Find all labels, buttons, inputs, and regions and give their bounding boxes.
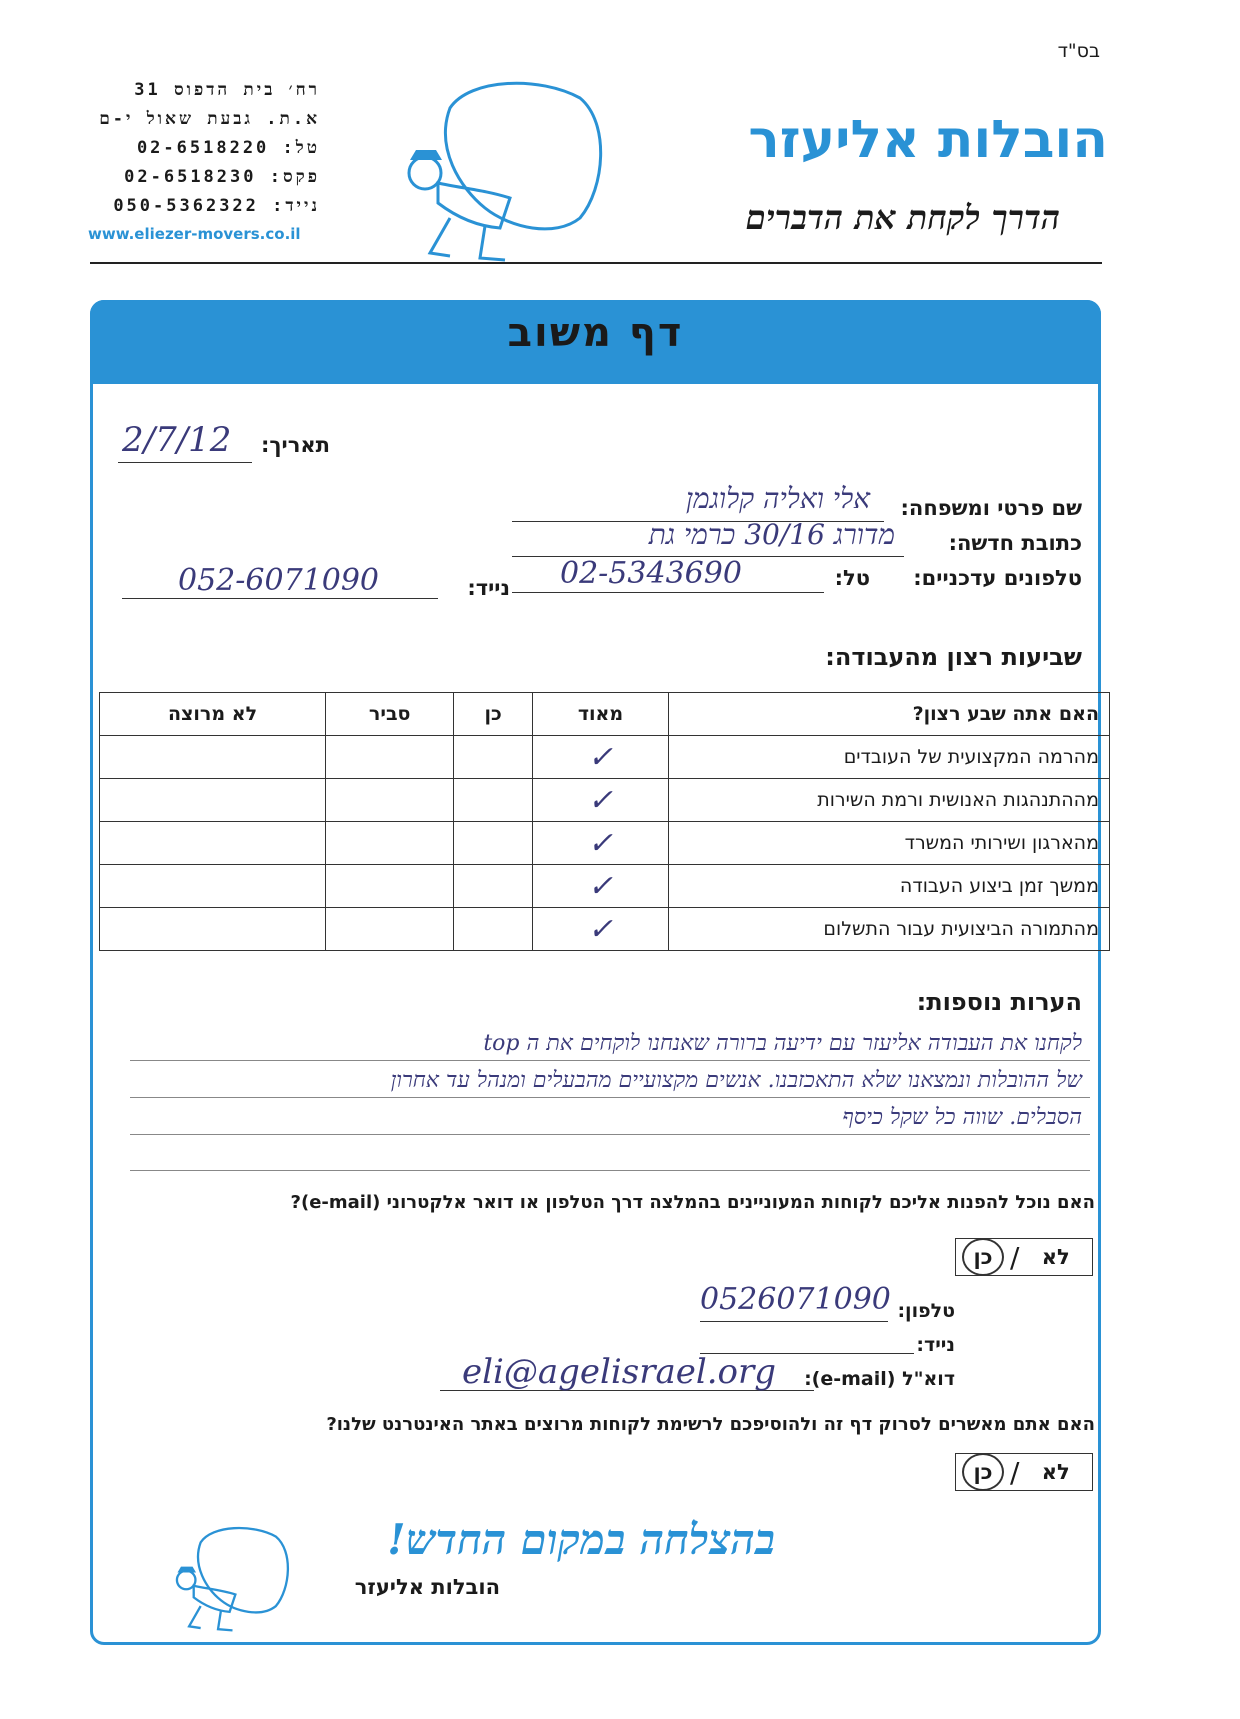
check-cell-fair[interactable] — [326, 865, 454, 908]
mobile-value[interactable]: 052-6071090 — [178, 563, 380, 598]
col-yes: כן — [454, 693, 533, 736]
contact-phone-label: טלפון: — [897, 1300, 955, 1322]
company-fax: פקס: 02-6518230 — [124, 167, 320, 187]
name-value[interactable]: אלי ואליה קלוגמן — [685, 482, 870, 515]
company-website: www.eliezer-movers.co.il — [88, 225, 301, 243]
tel-value[interactable]: 02-5343690 — [560, 556, 742, 591]
table-row — [100, 736, 1110, 779]
check-cell-very[interactable]: ✓ — [532, 779, 668, 822]
comment-rule — [130, 1060, 1090, 1061]
table-row — [100, 865, 1110, 908]
name-label: שם פרטי ומשפחה: — [900, 496, 1082, 520]
check-cell-very[interactable]: ✓ — [532, 908, 668, 951]
contact-yes-option[interactable]: כן — [962, 1238, 1004, 1276]
contact-email-label: דוא"ל (e-mail): — [804, 1368, 955, 1390]
col-fair: סביר — [326, 693, 454, 736]
date-underline — [118, 462, 252, 463]
check-cell-fair[interactable] — [326, 822, 454, 865]
mover-mascot-logo — [390, 78, 620, 268]
footer-mover-mascot-logo — [165, 1525, 300, 1635]
corner-mark: בס"ד — [1057, 40, 1100, 62]
check-cell-yes[interactable] — [454, 822, 533, 865]
company-phone: טל: 02-6518220 — [136, 138, 320, 158]
check-cell-fair[interactable] — [326, 908, 454, 951]
check-cell-not-satisfied[interactable] — [100, 736, 326, 779]
satisfaction-heading: שביעות רצון מהעבודה: — [825, 643, 1082, 671]
comment-rule — [130, 1097, 1090, 1098]
address-value[interactable]: מדורג 30/16 כרמי גת — [648, 518, 895, 551]
publish-yes-option[interactable]: כן — [962, 1453, 1004, 1491]
check-cell-very[interactable]: ✓ — [532, 822, 668, 865]
date-label: תאריך: — [261, 433, 330, 457]
satisfaction-table — [99, 692, 1110, 951]
contact-mobile-label: נייד: — [916, 1334, 955, 1356]
table-header-row — [100, 693, 1110, 736]
slash-divider: / — [1010, 1240, 1020, 1274]
company-address-block — [88, 80, 320, 243]
address-label: כתובת חדשה: — [948, 531, 1082, 555]
contact-email-value[interactable]: eli@agelisrael.org — [462, 1352, 777, 1392]
tel-underline — [512, 592, 824, 593]
table-row — [100, 908, 1110, 951]
row-label: מהתמורה הביצועית עבור התשלום — [669, 908, 1110, 951]
col-not-satisfied: לא מרוצה — [100, 693, 326, 736]
col-question: האם אתה שבע רצון? — [669, 693, 1110, 736]
check-cell-very[interactable]: ✓ — [532, 865, 668, 908]
comment-rule — [130, 1170, 1090, 1171]
row-label: ממשך זמן ביצוע העבודה — [669, 865, 1110, 908]
address-line-2: א.ת. גבעת שאול י-ם — [99, 109, 320, 129]
row-label: מהארגון ושירותי המשרד — [669, 822, 1110, 865]
contact-phone-value[interactable]: 0526071090 — [700, 1282, 891, 1317]
company-name: הובלות אליעזר — [748, 110, 1108, 170]
check-cell-not-satisfied[interactable] — [100, 865, 326, 908]
mobile-label: נייד: — [467, 576, 510, 600]
comments-heading: הערות נוספות: — [916, 988, 1082, 1016]
comment-line: לקחנו את העבודה אליעזר עם ידיעה ברורה שאנחנו לוקחים את ה top — [483, 1031, 1082, 1056]
check-cell-very[interactable]: ✓ — [532, 736, 668, 779]
company-mobile: נייד: 050-5362322 — [113, 196, 320, 216]
check-cell-yes[interactable] — [454, 736, 533, 779]
comments-text[interactable] — [122, 1025, 1082, 1136]
tel-label: טל: — [834, 566, 870, 590]
check-cell-fair[interactable] — [326, 779, 454, 822]
phones-label: טלפונים עדכניים: — [913, 566, 1082, 590]
check-cell-not-satisfied[interactable] — [100, 779, 326, 822]
form-title-banner — [90, 300, 1101, 384]
publish-question: האם אתם מאשרים לסרוק דף זה ולהוסיפכם לרשימת לקוחות מרוצים באתר האינטרנט שלנו? — [326, 1414, 1095, 1435]
form-title: דף משוב — [507, 310, 684, 356]
col-very: מאוד — [532, 693, 668, 736]
contact-question: האם נוכל להפנות אליכם לקוחות המעוניינים בהמלצה דרך הטלפון או דואר אלקטרוני (e-mail)? — [290, 1192, 1095, 1213]
comment-line: הסבלים. שווה כל שקל כיסף — [842, 1105, 1082, 1130]
company-slogan: הדרך לקחת את הדברים — [745, 198, 1060, 237]
table-row — [100, 779, 1110, 822]
address-line-1: רח׳ בית הדפוס 31 — [134, 80, 320, 100]
comment-rule — [130, 1134, 1090, 1135]
contact-no-option[interactable]: לא — [1041, 1245, 1070, 1269]
check-cell-yes[interactable] — [454, 865, 533, 908]
row-label: מההתנהגות האנושית ורמת השירות — [669, 779, 1110, 822]
contact-phone-underline — [700, 1321, 888, 1322]
check-cell-fair[interactable] — [326, 736, 454, 779]
footer-company-name: הובלות אליעזר — [354, 1575, 500, 1599]
slash-divider: / — [1010, 1455, 1020, 1489]
row-label: מהרמה המקצועית של העובדים — [669, 736, 1110, 779]
header-divider — [90, 262, 1102, 264]
check-cell-not-satisfied[interactable] — [100, 822, 326, 865]
contact-yes-no-box — [955, 1238, 1093, 1276]
publish-yes-no-box — [955, 1453, 1093, 1491]
comment-line: של ההובלות ונמצאנו שלא התאכזבנו. אנשים מקצועיים מהבעלים ומנהל עד אחרון — [390, 1068, 1082, 1093]
check-cell-not-satisfied[interactable] — [100, 908, 326, 951]
check-cell-yes[interactable] — [454, 779, 533, 822]
check-cell-yes[interactable] — [454, 908, 533, 951]
mobile-underline — [122, 598, 438, 599]
footer-greeting: בהצלחה במקום החדש! — [387, 1515, 775, 1564]
date-value[interactable]: 2/7/12 — [122, 420, 232, 460]
publish-no-option[interactable]: לא — [1041, 1460, 1070, 1484]
table-row — [100, 822, 1110, 865]
